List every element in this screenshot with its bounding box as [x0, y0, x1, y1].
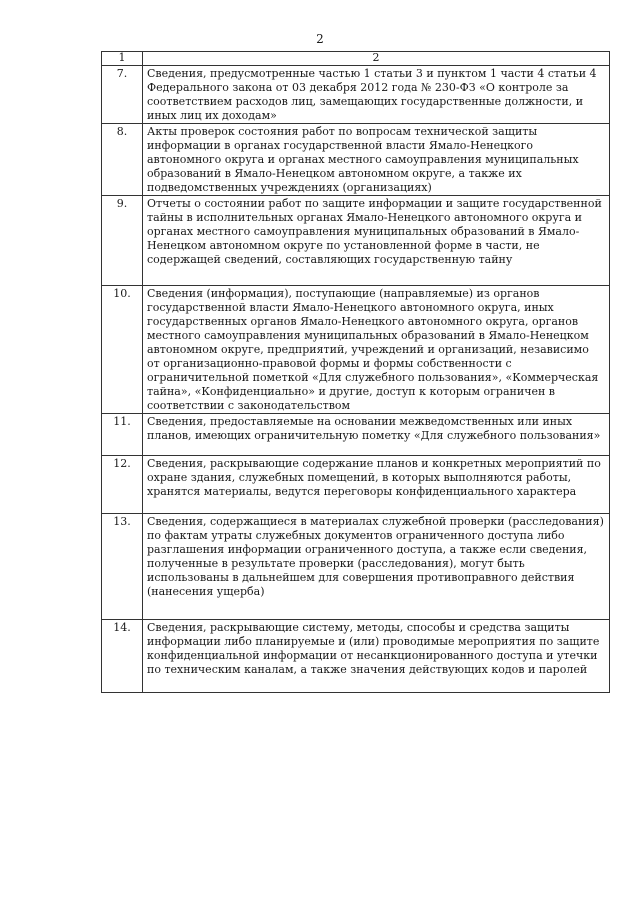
row-number: 8.: [102, 124, 143, 196]
table-header-row: [102, 52, 610, 66]
row-text: Сведения, предусмотренные частью 1 статьи 3 и пунктом 1 части 4 статьи 4 Федерального закона от 03 декабря 2012 года № 230-ФЗ «О контроле за соответствием расходов лиц, замещающих государственные должности, и иных лиц их доходам»: [143, 66, 610, 124]
header-cell-number: 1: [102, 52, 143, 66]
row-text: Отчеты о состоянии работ по защите информации и защите государственной тайны в исполнительных органах Ямало-Ненецкого автономного округа и органах местного самоуправления муниципальных образований в Ямало-Ненецком автономном округе по установленной форме в части, не содержащей сведений, составляющих государственную тайну: [143, 196, 610, 286]
table-row: [102, 66, 610, 124]
table-row: [102, 514, 610, 620]
row-number: 10.: [102, 286, 143, 414]
table-row: [102, 196, 610, 286]
row-text: Акты проверок состояния работ по вопросам технической защиты информации в органах государственной власти Ямало-Ненецкого автономного округа и органах местного самоуправления муниципальных образований в Ямало-Ненецком автономном округе, а также их подведомственных учреждениях (организациях): [143, 124, 610, 196]
row-number: 11.: [102, 414, 143, 456]
table-row: [102, 620, 610, 693]
row-text: Сведения, содержащиеся в материалах служебной проверки (расследования) по фактам утраты служебных документов ограниченного доступа либо разглашения информации ограниченного доступа, а также если сведения, полученные в результате проверки (расследования), могут быть использованы в дальнейшем для совершения противоправного действия (нанесения ущерба): [143, 514, 610, 620]
row-number: 9.: [102, 196, 143, 286]
table-row: [102, 414, 610, 456]
table-row: [102, 286, 610, 414]
page-number: 2: [316, 32, 324, 46]
row-text: Сведения, раскрывающие систему, методы, способы и средства защиты информации либо планируемые и (или) проводимые мероприятия по защите конфиденциальной информации от несанкционированного доступа и утечки по техническим каналам, а также значения действующих кодов и паролей: [143, 620, 610, 693]
row-number: 12.: [102, 456, 143, 514]
row-text: Сведения, предоставляемые на основании межведомственных или иных планов, имеющих ограничительную пометку «Для служебного пользования»: [143, 414, 610, 456]
document-table: [101, 51, 610, 693]
row-number: 7.: [102, 66, 143, 124]
row-number: 13.: [102, 514, 143, 620]
header-cell-description: 2: [143, 52, 610, 66]
table-row: [102, 124, 610, 196]
row-text: Сведения, раскрывающие содержание планов и конкретных мероприятий по охране здания, служебных помещений, в которых выполняются работы, хранятся материалы, ведутся переговоры конфиденциального характера: [143, 456, 610, 514]
row-number: 14.: [102, 620, 143, 693]
table-row: [102, 456, 610, 514]
row-text: Сведения (информация), поступающие (направляемые) из органов государственной власти Ямало-Ненецкого автономного округа, иных государственных органов Ямало-Ненецкого автономного округа, органов местного самоуправления муниципальных образований в Ямало-Ненецком автономном округе, предприятий, учреждений и организаций, независимо от организационно-правовой формы и формы собственности с ограничительной пометкой «Для служебного пользования», «Коммерческая тайна», «Конфиденциально» и другие, доступ к которым ограничен в соответствии с законодательством: [143, 286, 610, 414]
